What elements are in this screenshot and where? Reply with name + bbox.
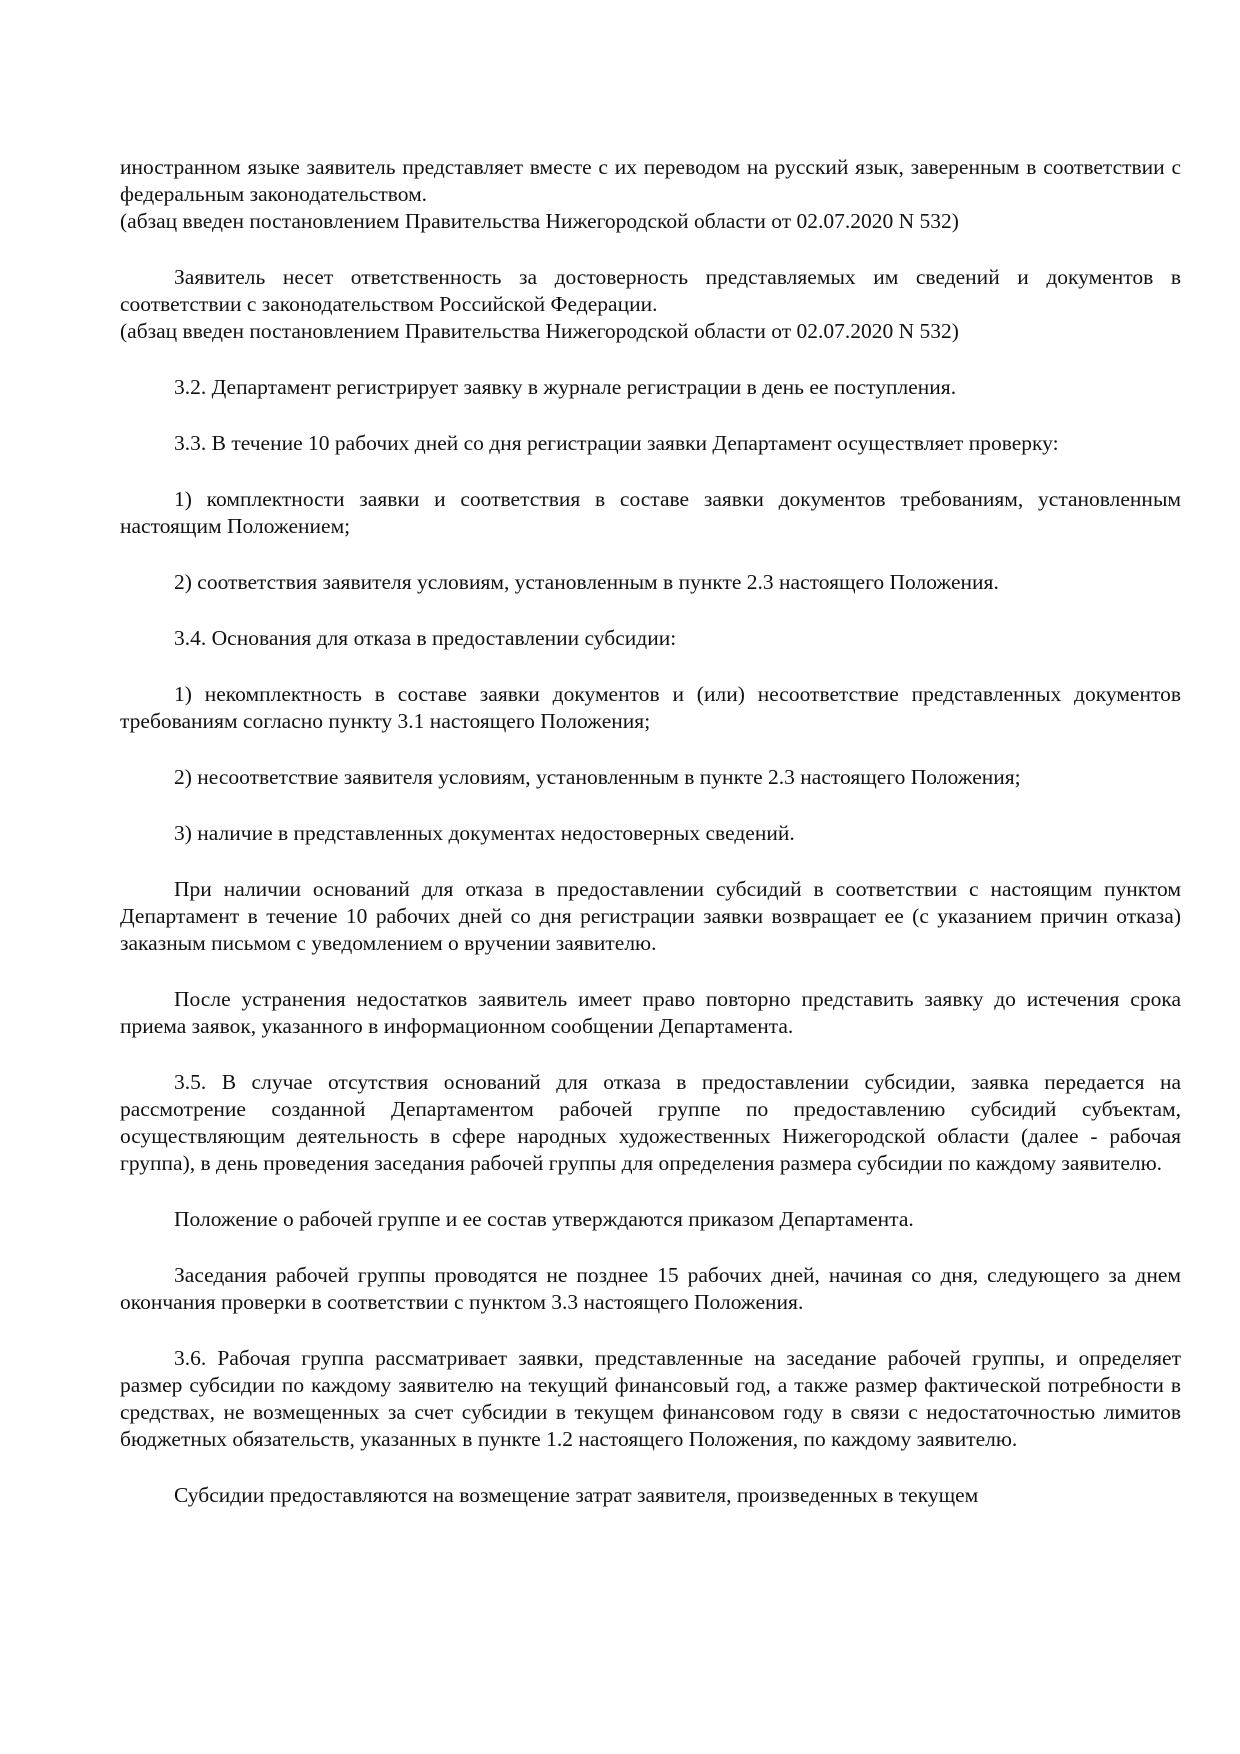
paragraph-3-4: 3.4. Основания для отказа в предоставлении субсидии: [174,626,677,650]
paragraph-3-5: 3.5. В случае отсутствия оснований для отказа в предоставлении субсидии, заявка передается на рассмотрение созданной Департаментом рабочей группе по предоставлению субсидий субъектам, осуществляющим деятельность в сфере народных художественных Нижегородской области (далее - рабочая группа), в день проведения заседания рабочей группы для определения размера субсидии по каждому заявителю. [120,1070,1181,1175]
paragraph-3-2: 3.2. Департамент регистрирует заявку в журнале регистрации в день ее поступления. [174,375,957,399]
paragraph: При наличии оснований для отказа в предоставлении субсидий в соответствии с настоящим пунктом Департамент в течение 10 рабочих дней со дня регистрации заявки возвращает ее (с указанием причин отказа) заказным письмом с уведомлением о вручении заявителю. [120,877,1181,955]
amendment-note: (абзац введен постановлением Правительства Нижегородской области от 02.07.2020 N 532) [120,209,959,233]
list-item: 2) несоответствие заявителя условиям, установленным в пункте 2.3 настоящего Положения; [174,765,1021,789]
list-item: 3) наличие в представленных документах недостоверных сведений. [174,821,795,845]
paragraph: Положение о рабочей группе и ее состав утверждаются приказом Департамента. [174,1207,914,1231]
paragraph: После устранения недостатков заявитель имеет право повторно представить заявку до истечения срока приема заявок, указанного в информационном сообщении Департамента. [120,987,1181,1038]
document-page [120,154,1181,1538]
paragraph-3-3: 3.3. В течение 10 рабочих дней со дня регистрации заявки Департамент осуществляет проверку: [174,431,1059,455]
amendment-note: (абзац введен постановлением Правительства Нижегородской области от 02.07.2020 N 532) [120,319,959,343]
list-item: 2) соответствия заявителя условиям, установленным в пункте 2.3 настоящего Положения. [174,570,999,594]
list-item: 1) некомплектность в составе заявки документов и (или) несоответствие представленных документов требованиям согласно пункту 3.1 настоящего Положения; [120,682,1181,733]
paragraph-3-6: 3.6. Рабочая группа рассматривает заявки, представленные на заседание рабочей группы, и определяет размер субсидии по каждому заявителю на текущий финансовый год, а также размер фактической потребности в средствах, не возмещенных за счет субсидии в текущем финансовом году в связи с недостаточностью лимитов бюджетных обязательств, указанных в пункте 1.2 настоящего Положения, по каждому заявителю. [120,1346,1181,1451]
paragraph: Субсидии предоставляются на возмещение затрат заявителя, произведенных в текущем [174,1483,979,1507]
list-item: 1) комплектности заявки и соответствия в составе заявки документов требованиям, установленным настоящим Положением; [120,487,1181,538]
paragraph: иностранном языке заявитель представляет вместе с их переводом на русский язык, заверенным в соответствии с федеральным законодательством. [120,155,1181,206]
paragraph: Заседания рабочей группы проводятся не позднее 15 рабочих дней, начиная со дня, следующего за днем окончания проверки в соответствии с пунктом 3.3 настоящего Положения. [120,1263,1181,1314]
paragraph: Заявитель несет ответственность за достоверность представляемых им сведений и документов в соответствии с законодательством Российской Федерации. [120,265,1181,316]
